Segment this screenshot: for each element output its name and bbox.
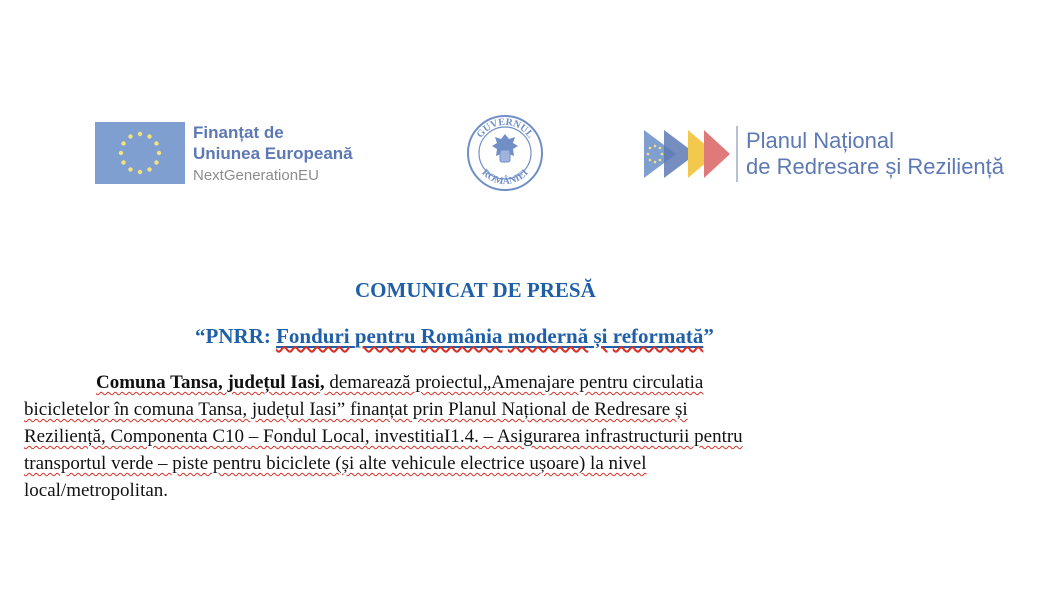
eu-logo-text — [193, 122, 353, 186]
body-line-1-rest: demarează proiectul„Amenajare pentru circulatia — [324, 372, 704, 393]
subtitle-word: România — [420, 324, 503, 348]
press-release-subtitle — [195, 324, 714, 349]
eu-star-icon — [154, 160, 158, 164]
pnrr-mark-icon — [642, 127, 730, 181]
eu-star-icon — [154, 141, 158, 145]
eu-logo-line3: NextGenerationEU — [193, 167, 319, 184]
press-release-body — [24, 369, 743, 504]
eu-star-icon — [147, 134, 151, 138]
subtitle-word: modernă — [507, 324, 589, 348]
body-line-2: bicicletelor în comuna Tansa, județul Iasi” finanțat prin Planul Național de Redresare și — [24, 399, 688, 420]
subtitle-word: și — [593, 324, 608, 348]
eu-logo-line2: Uniunea Europeană — [193, 144, 353, 163]
pnrr-logo-text — [746, 128, 1004, 180]
eu-star-icon — [119, 151, 123, 155]
guvernul-romaniei-seal-icon — [466, 114, 544, 192]
eu-star-icon — [157, 151, 161, 155]
eu-star-icon — [128, 134, 132, 138]
subtitle-link — [276, 324, 703, 348]
subtitle-word: pentru — [354, 324, 416, 348]
pnrr-logo-line1: Planul Național — [746, 128, 894, 153]
body-bold-comma: , — [319, 372, 325, 393]
subtitle-close: ” — [703, 324, 714, 348]
body-line-4: transportul verde – piste pentru biciclete (și alte vehicule electrice ușoare) la nivel — [24, 453, 647, 474]
seal-top-text: GUVERNUL — [474, 116, 536, 141]
eu-flag-icon — [95, 122, 185, 184]
press-release-title: COMUNICAT DE PRESĂ — [355, 278, 596, 302]
eu-funding-logo — [95, 122, 353, 186]
eu-star-icon — [138, 170, 142, 174]
pnrr-divider — [736, 126, 738, 182]
eu-star-icon — [121, 160, 125, 164]
subtitle-open: “PNRR: — [195, 324, 277, 348]
eu-star-icon — [128, 167, 132, 171]
pnrr-logo — [642, 126, 1004, 182]
body-bold-lead: Comuna Tansa, județul Iasi — [96, 372, 320, 393]
subtitle-word: Fonduri — [276, 324, 350, 348]
pnrr-logo-line2: de Redresare și Reziliență — [746, 154, 1005, 179]
body-line-1 — [24, 369, 743, 396]
eu-star-icon — [138, 132, 142, 136]
subtitle-word: reformată — [612, 324, 704, 348]
eu-star-icon — [147, 167, 151, 171]
body-line-3: Reziliență, Componenta C10 – Fondul Local, investitiaI1.4. – Asigurarea infrastructurii pentru — [24, 426, 743, 447]
body-line-5: local/metropolitan. — [24, 480, 169, 501]
seal-bottom-text: ROMÂNIEI — [479, 167, 531, 188]
eu-star-icon — [121, 141, 125, 145]
eu-logo-line1: Finanțat de — [193, 123, 284, 142]
